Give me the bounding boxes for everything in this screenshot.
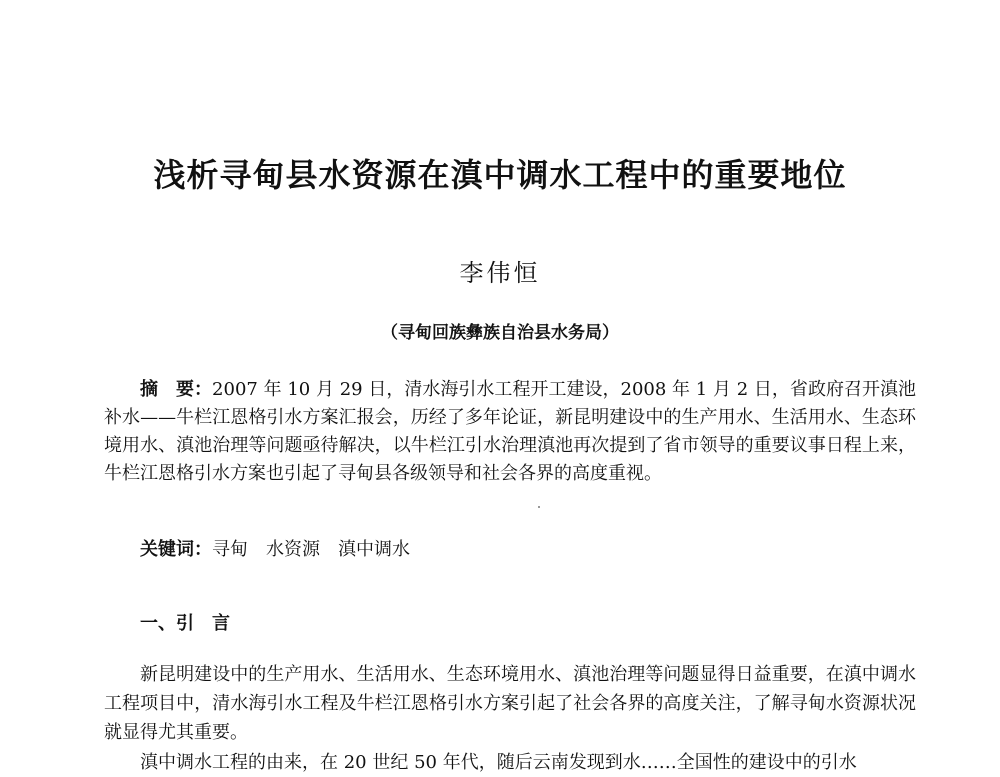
abstract bbox=[104, 376, 916, 488]
section-heading: 一、引 言 bbox=[140, 613, 230, 634]
keywords-label: 关键词： bbox=[140, 539, 212, 560]
author-affiliation: （寻甸回族彝族自治县水务局） bbox=[381, 323, 619, 343]
keyword: 滇中调水 bbox=[338, 539, 410, 560]
article-title: 浅析寻甸县水资源在滇中调水工程中的重要地位 bbox=[153, 156, 847, 194]
abstract-label: 摘 要： bbox=[140, 379, 213, 400]
body-paragraph: 新昆明建设中的生产用水、生活用水、生态环境用水、滇池治理等问题显得日益重要，在滇中调水工程项目中，清水海引水工程及牛栏江恩格引水方案引起了社会各界的高度关注，了解寻甸水资源状况就显得尤其重要。 bbox=[104, 664, 916, 743]
keyword: 水资源 bbox=[266, 539, 320, 560]
author-name: 李伟恒 bbox=[459, 259, 541, 287]
body-paragraph-cut: 滇中调水工程的由来，在 20 世纪 50 年代，随后云南发现到水……全国性的建设中的引水 bbox=[140, 752, 857, 773]
scan-speck bbox=[538, 506, 540, 508]
abstract-text: 2007 年 10 月 29 日，清水海引水工程开工建设，2008 年 1 月 2 日，省政府召开滇池补水——牛栏江恩格引水方案汇报会，历经了多年论证，新昆明建设中的生产用水、生活用水、生态环境用水、滇池治理等问题亟待解决，以牛栏江引水治理滇池再次提到了省市领导的重要议事日程上来，牛栏江恩格引水方案也引起了寻甸县各级领导和社会各界的高度重视。 bbox=[104, 379, 916, 484]
keyword: 寻甸 bbox=[212, 539, 248, 560]
keywords bbox=[140, 536, 428, 564]
